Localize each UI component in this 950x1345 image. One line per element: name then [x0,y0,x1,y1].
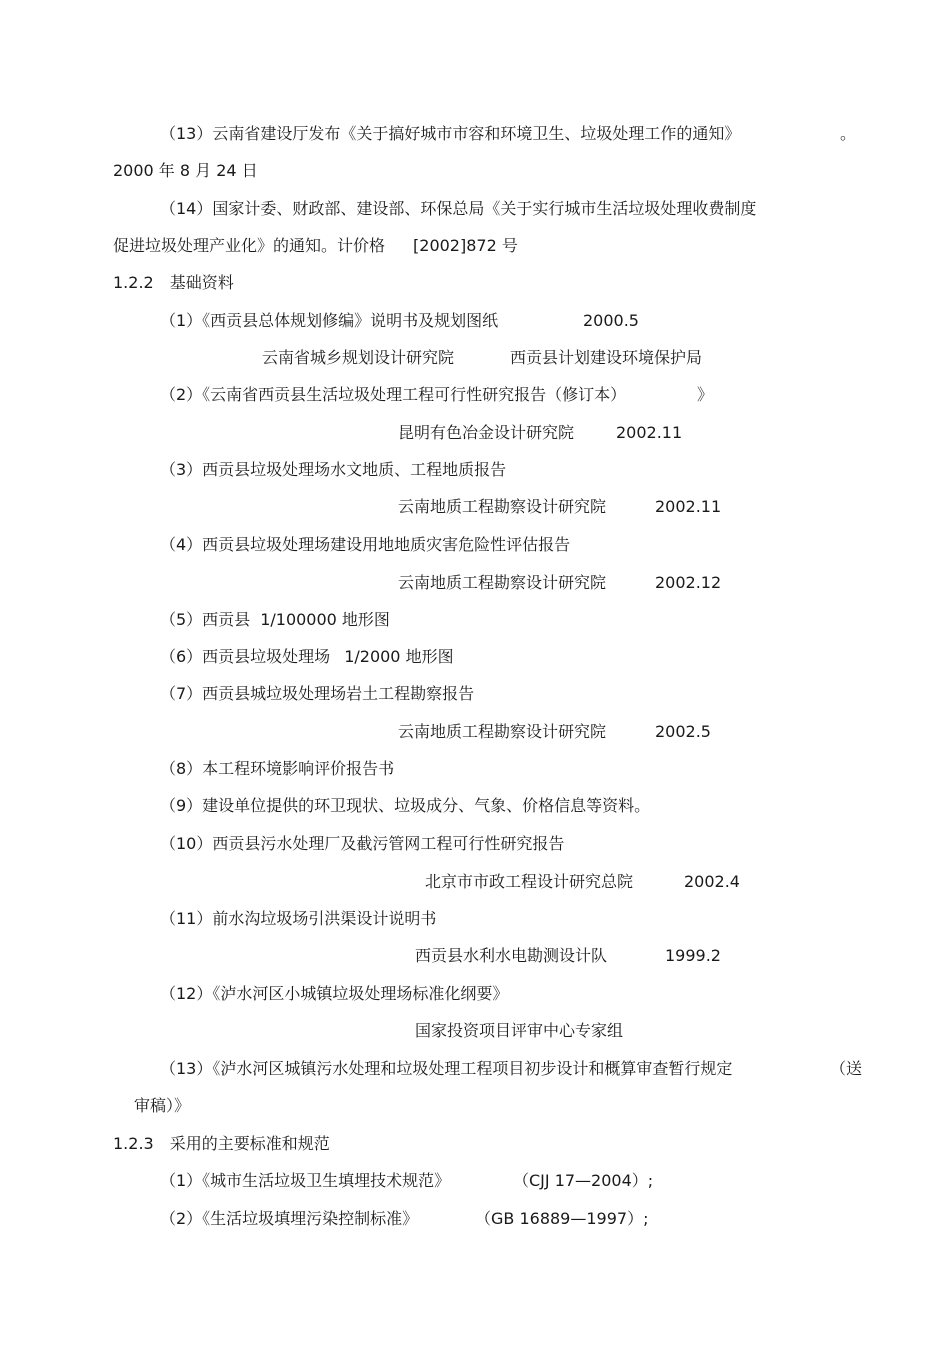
basis-item-13: （13）《泸水河区城镇污水处理和垃圾处理工程项目初步设计和概算审查暂行规定 [160,1059,733,1078]
basis-item-2-close: 》 [697,385,714,404]
standard-item-2: （2）《生活垃圾填埋污染控制标准》 [160,1209,419,1228]
basis-item-6-map: 1/2000 地形图 [344,647,454,666]
ref-13-date: 2000 年 8 月 24 日 [113,161,258,180]
section-heading-1-2-3 [113,1133,330,1155]
basis-item-4: （4）西贡县垃圾处理场建设用地地质灾害危险性评估报告 [160,535,571,554]
basis-item-1-org1: 云南省城乡规划设计研究院 [262,348,455,367]
basis-item-10: （10）西贡县污水处理厂及截污管网工程可行性研究报告 [160,834,565,853]
ref-13-line1 [160,123,740,145]
basis-item-7-org: 云南地质工程勘察设计研究院 [398,722,607,741]
basis-item-3-org: 云南地质工程勘察设计研究院 [398,497,607,516]
basis-item-13-line2: 审稿）》 [134,1096,191,1115]
basis-item-5 [160,609,390,631]
ref-14-text: 促进垃圾处理产业化》的通知。计价格 [113,236,386,255]
basis-item-11-date: 1999.2 [665,946,721,965]
ref-13-text: （13）云南省建设厅发布《关于搞好城市市容和环境卫生、垃圾处理工作的通知》 [160,124,741,143]
standard-item-2-code: （GB 16889—1997）; [475,1209,649,1228]
ref-13-period: 。 [840,124,857,143]
ref-14-line2 [113,235,518,257]
basis-item-11-org: 西贡县水利水电勘测设计队 [415,946,608,965]
basis-item-10-org: 北京市市政工程设计研究总院 [425,872,634,891]
section-title: 基础资料 [169,273,234,292]
basis-item-11: （11）前水沟垃圾场引洪渠设计说明书 [160,909,437,928]
ref-14-doc-number: [2002]872 号 [413,236,518,255]
basis-item-7-date: 2002.5 [655,722,711,741]
basis-item-10-date: 2002.4 [684,872,740,891]
basis-item-3-date: 2002.11 [655,497,722,516]
section-number: 1.2.2 [113,273,154,292]
basis-item-1-date: 2000.5 [583,311,639,330]
basis-item-1: （1）《西贡县总体规划修编》说明书及规划图纸 [160,311,499,330]
section-title: 采用的主要标准和规范 [169,1134,330,1153]
basis-item-8: （8）本工程环境影响评价报告书 [160,759,395,778]
basis-item-13-tail: （送 [830,1059,863,1078]
basis-item-12-org: 国家投资项目评审中心专家组 [415,1021,624,1040]
section-heading-1-2-2 [113,272,234,294]
basis-item-12: （12）《泸水河区小城镇垃圾处理场标准化纲要》 [160,984,509,1003]
standard-item-1-code: （CJJ 17—2004）; [513,1171,654,1190]
basis-item-1-org2: 西贡县计划建设环境保护局 [510,348,703,367]
basis-item-4-date: 2002.12 [655,573,722,592]
basis-item-4-org: 云南地质工程勘察设计研究院 [398,573,607,592]
basis-item-6 [160,646,454,668]
section-number: 1.2.3 [113,1134,154,1153]
basis-item-2: （2）《云南省西贡县生活垃圾处理工程可行性研究报告（修订本） [160,385,627,404]
ref-14-line1: （14）国家计委、财政部、建设部、环保总局《关于实行城市生活垃圾处理收费制度 [160,199,757,218]
basis-item-7: （7）西贡县城垃圾处理场岩土工程勘察报告 [160,684,475,703]
basis-item-9: （9）建设单位提供的环卫现状、垃圾成分、气象、价格信息等资料。 [160,796,651,815]
basis-item-3: （3）西贡县垃圾处理场水文地质、工程地质报告 [160,460,507,479]
basis-item-2-date: 2002.11 [616,423,683,442]
basis-item-5-text: （5）西贡县 [160,610,251,629]
basis-item-5-map: 1/100000 地形图 [260,610,390,629]
basis-item-2-org: 昆明有色冶金设计研究院 [398,423,575,442]
basis-item-6-text: （6）西贡县垃圾处理场 [160,647,331,666]
standard-item-1: （1）《城市生活垃圾卫生填埋技术规范》 [160,1171,451,1190]
